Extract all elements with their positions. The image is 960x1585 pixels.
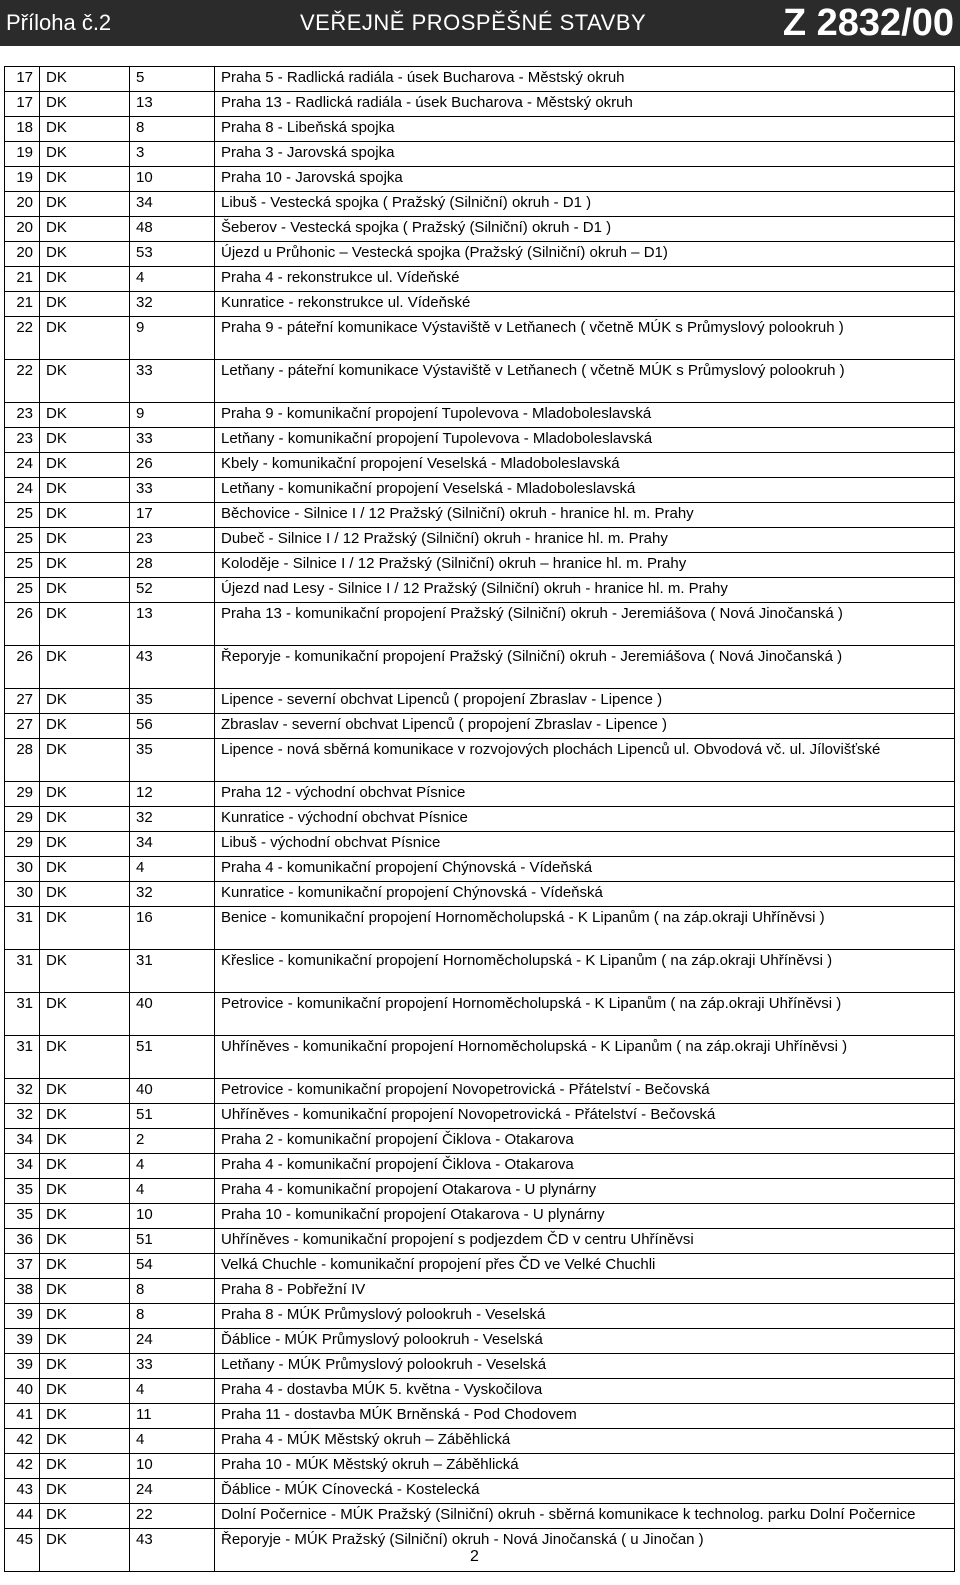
table-row xyxy=(5,907,955,950)
type-cell: DK xyxy=(40,882,130,907)
district-cell: 48 xyxy=(130,217,215,242)
description-cell: Ďáblice - MÚK Cínovecká - Kostelecká xyxy=(215,1479,955,1504)
district-cell: 10 xyxy=(130,167,215,192)
district-cell: 51 xyxy=(130,1036,215,1079)
page-number: 2 xyxy=(470,1548,479,1565)
table-row xyxy=(5,1036,955,1079)
type-cell: DK xyxy=(40,950,130,993)
district-cell: 35 xyxy=(130,689,215,714)
description-cell: Praha 4 - dostavba MÚK 5. května - Vyskočilova xyxy=(215,1379,955,1404)
description-cell: Praha 3 - Jarovská spojka xyxy=(215,142,955,167)
district-cell: 35 xyxy=(130,739,215,782)
district-cell: 54 xyxy=(130,1254,215,1279)
row-number-cell: 17 xyxy=(5,92,40,117)
row-number-cell: 31 xyxy=(5,907,40,950)
description-cell: Praha 9 - komunikační propojení Tupolevova - Mladoboleslavská xyxy=(215,403,955,428)
table-row xyxy=(5,360,955,403)
description-cell: Koloděje - Silnice I / 12 Pražský (Silniční) okruh – hranice hl. m. Prahy xyxy=(215,553,955,578)
type-cell: DK xyxy=(40,1454,130,1479)
row-number-cell: 19 xyxy=(5,167,40,192)
row-number-cell: 26 xyxy=(5,603,40,646)
description-cell: Praha 4 - MÚK Městský okruh – Záběhlická xyxy=(215,1429,955,1454)
type-cell: DK xyxy=(40,1329,130,1354)
row-number-cell: 22 xyxy=(5,360,40,403)
district-cell: 23 xyxy=(130,528,215,553)
table-row xyxy=(5,478,955,503)
row-number-cell: 39 xyxy=(5,1329,40,1354)
type-cell: DK xyxy=(40,1254,130,1279)
description-cell: Praha 8 - MÚK Průmyslový polookruh - Veselská xyxy=(215,1304,955,1329)
description-cell: Zbraslav - severní obchvat Lipenců ( propojení Zbraslav - Lipence ) xyxy=(215,714,955,739)
type-cell: DK xyxy=(40,317,130,360)
table-row xyxy=(5,1504,955,1529)
table-row xyxy=(5,242,955,267)
description-cell: Uhříněves - komunikační propojení s podjezdem ČD v centru Uhříněvsi xyxy=(215,1229,955,1254)
description-cell: Letňany - komunikační propojení Tupolevova - Mladoboleslavská xyxy=(215,428,955,453)
row-number-cell: 35 xyxy=(5,1204,40,1229)
description-cell: Kunratice - východní obchvat Písnice xyxy=(215,807,955,832)
description-cell: Šeberov - Vestecká spojka ( Pražský (Silniční) okruh - D1 ) xyxy=(215,217,955,242)
type-cell: DK xyxy=(40,832,130,857)
type-cell: DK xyxy=(40,553,130,578)
table-row xyxy=(5,403,955,428)
description-cell: Lipence - nová sběrná komunikace v rozvojových plochách Lipenců ul. Obvodová vč. ul. Jílovišťské xyxy=(215,739,955,782)
table-row xyxy=(5,528,955,553)
type-cell: DK xyxy=(40,807,130,832)
district-cell: 24 xyxy=(130,1479,215,1504)
type-cell: DK xyxy=(40,267,130,292)
district-cell: 43 xyxy=(130,1529,215,1572)
district-cell: 13 xyxy=(130,603,215,646)
type-cell: DK xyxy=(40,1104,130,1129)
row-number-cell: 21 xyxy=(5,267,40,292)
district-cell: 34 xyxy=(130,192,215,217)
row-number-cell: 37 xyxy=(5,1254,40,1279)
row-number-cell: 31 xyxy=(5,993,40,1036)
district-cell: 8 xyxy=(130,1279,215,1304)
type-cell: DK xyxy=(40,1179,130,1204)
district-cell: 5 xyxy=(130,67,215,92)
district-cell: 17 xyxy=(130,503,215,528)
type-cell: DK xyxy=(40,689,130,714)
type-cell: DK xyxy=(40,857,130,882)
row-number-cell: 28 xyxy=(5,739,40,782)
description-cell: Petrovice - komunikační propojení Novopetrovická - Přátelství - Bečovská xyxy=(215,1079,955,1104)
description-cell: Praha 8 - Pobřežní IV xyxy=(215,1279,955,1304)
district-cell: 40 xyxy=(130,1079,215,1104)
table-row xyxy=(5,1529,955,1572)
district-cell: 16 xyxy=(130,907,215,950)
district-cell: 40 xyxy=(130,993,215,1036)
row-number-cell: 34 xyxy=(5,1129,40,1154)
row-number-cell: 21 xyxy=(5,292,40,317)
table-row xyxy=(5,503,955,528)
description-cell: Uhříněves - komunikační propojení Novopetrovická - Přátelství - Bečovská xyxy=(215,1104,955,1129)
type-cell: DK xyxy=(40,1479,130,1504)
district-cell: 10 xyxy=(130,1454,215,1479)
district-cell: 4 xyxy=(130,857,215,882)
table-row xyxy=(5,1429,955,1454)
table-row xyxy=(5,317,955,360)
table-row xyxy=(5,92,955,117)
type-cell: DK xyxy=(40,603,130,646)
row-number-cell: 29 xyxy=(5,832,40,857)
row-number-cell: 30 xyxy=(5,857,40,882)
table-row xyxy=(5,67,955,92)
description-cell: Praha 11 - dostavba MÚK Brněnská - Pod Chodovem xyxy=(215,1404,955,1429)
row-number-cell: 41 xyxy=(5,1404,40,1429)
table-row xyxy=(5,553,955,578)
row-number-cell: 22 xyxy=(5,317,40,360)
type-cell: DK xyxy=(40,67,130,92)
type-cell: DK xyxy=(40,1036,130,1079)
table-row xyxy=(5,267,955,292)
district-cell: 12 xyxy=(130,782,215,807)
district-cell: 22 xyxy=(130,1504,215,1529)
table-row xyxy=(5,1204,955,1229)
district-cell: 9 xyxy=(130,403,215,428)
district-cell: 31 xyxy=(130,950,215,993)
district-cell: 34 xyxy=(130,832,215,857)
table-row xyxy=(5,1154,955,1179)
row-number-cell: 20 xyxy=(5,242,40,267)
table-row xyxy=(5,142,955,167)
table-row xyxy=(5,217,955,242)
type-cell: DK xyxy=(40,428,130,453)
description-cell: Újezd nad Lesy - Silnice I / 12 Pražský (Silniční) okruh - hranice hl. m. Prahy xyxy=(215,578,955,603)
district-cell: 2 xyxy=(130,1129,215,1154)
district-cell: 33 xyxy=(130,478,215,503)
table-row xyxy=(5,1229,955,1254)
type-cell: DK xyxy=(40,782,130,807)
row-number-cell: 35 xyxy=(5,1179,40,1204)
type-cell: DK xyxy=(40,1204,130,1229)
description-cell: Praha 4 - rekonstrukce ul. Vídeňské xyxy=(215,267,955,292)
description-cell: Kunratice - komunikační propojení Chýnovská - Vídeňská xyxy=(215,882,955,907)
row-number-cell: 25 xyxy=(5,528,40,553)
description-cell: Letňany - komunikační propojení Veselská - Mladoboleslavská xyxy=(215,478,955,503)
attachment-label: Příloha č.2 xyxy=(6,10,112,35)
table-row xyxy=(5,689,955,714)
description-cell: Praha 4 - komunikační propojení Čiklova - Otakarova xyxy=(215,1154,955,1179)
type-cell: DK xyxy=(40,714,130,739)
row-number-cell: 30 xyxy=(5,882,40,907)
description-cell: Praha 4 - komunikační propojení Otakarova - U plynárny xyxy=(215,1179,955,1204)
district-cell: 4 xyxy=(130,267,215,292)
description-cell: Praha 9 - páteřní komunikace Výstaviště v Letňanech ( včetně MÚK s Průmyslový polookruh ) xyxy=(215,317,955,360)
row-number-cell: 25 xyxy=(5,553,40,578)
description-cell: Praha 8 - Libeňská spojka xyxy=(215,117,955,142)
district-cell: 4 xyxy=(130,1429,215,1454)
district-cell: 10 xyxy=(130,1204,215,1229)
district-cell: 4 xyxy=(130,1379,215,1404)
table-row xyxy=(5,1454,955,1479)
table-row xyxy=(5,714,955,739)
district-cell: 11 xyxy=(130,1404,215,1429)
row-number-cell: 27 xyxy=(5,689,40,714)
table-row xyxy=(5,292,955,317)
row-number-cell: 25 xyxy=(5,578,40,603)
district-cell: 26 xyxy=(130,453,215,478)
table-row xyxy=(5,832,955,857)
table-row xyxy=(5,1254,955,1279)
table-row xyxy=(5,192,955,217)
district-cell: 32 xyxy=(130,807,215,832)
row-number-cell: 31 xyxy=(5,1036,40,1079)
description-cell: Letňany - páteřní komunikace Výstaviště v Letňanech ( včetně MÚK s Průmyslový polookruh ) xyxy=(215,360,955,403)
district-cell: 8 xyxy=(130,1304,215,1329)
type-cell: DK xyxy=(40,1404,130,1429)
description-cell: Dubeč - Silnice I / 12 Pražský (Silniční) okruh - hranice hl. m. Prahy xyxy=(215,528,955,553)
table-row xyxy=(5,882,955,907)
type-cell: DK xyxy=(40,142,130,167)
type-cell: DK xyxy=(40,1079,130,1104)
row-number-cell: 20 xyxy=(5,192,40,217)
type-cell: DK xyxy=(40,993,130,1036)
district-cell: 43 xyxy=(130,646,215,689)
district-cell: 53 xyxy=(130,242,215,267)
row-number-cell: 38 xyxy=(5,1279,40,1304)
table-row xyxy=(5,117,955,142)
type-cell: DK xyxy=(40,646,130,689)
district-cell: 13 xyxy=(130,92,215,117)
table-row xyxy=(5,1279,955,1304)
type-cell: DK xyxy=(40,117,130,142)
page-header xyxy=(0,0,960,46)
type-cell: DK xyxy=(40,1304,130,1329)
description-cell: Praha 10 - komunikační propojení Otakarova - U plynárny xyxy=(215,1204,955,1229)
document-code: Z 2832/00 xyxy=(782,2,954,44)
row-number-cell: 29 xyxy=(5,807,40,832)
table-row xyxy=(5,993,955,1036)
table-row xyxy=(5,603,955,646)
description-cell: Řeporyje - MÚK Pražský (Silniční) okruh - Nová Jinočanská ( u Jinočan ) xyxy=(215,1529,955,1572)
row-number-cell: 17 xyxy=(5,67,40,92)
row-number-cell: 42 xyxy=(5,1429,40,1454)
description-cell: Libuš - Vestecká spojka ( Pražský (Silniční) okruh - D1 ) xyxy=(215,192,955,217)
description-cell: Letňany - MÚK Průmyslový polookruh - Veselská xyxy=(215,1354,955,1379)
type-cell: DK xyxy=(40,1154,130,1179)
description-cell: Praha 13 - Radlická radiála - úsek Bucharova - Městský okruh xyxy=(215,92,955,117)
row-number-cell: 32 xyxy=(5,1079,40,1104)
row-number-cell: 29 xyxy=(5,782,40,807)
table-row xyxy=(5,1129,955,1154)
description-cell: Petrovice - komunikační propojení Hornoměcholupská - K Lipanům ( na záp.okraji Uhříněvsi ) xyxy=(215,993,955,1036)
district-cell: 51 xyxy=(130,1229,215,1254)
description-cell: Praha 4 - komunikační propojení Chýnovská - Vídeňská xyxy=(215,857,955,882)
type-cell: DK xyxy=(40,292,130,317)
type-cell: DK xyxy=(40,1379,130,1404)
type-cell: DK xyxy=(40,503,130,528)
table-row xyxy=(5,1179,955,1204)
district-cell: 24 xyxy=(130,1329,215,1354)
table-row xyxy=(5,1354,955,1379)
row-number-cell: 18 xyxy=(5,117,40,142)
row-number-cell: 44 xyxy=(5,1504,40,1529)
type-cell: DK xyxy=(40,1529,130,1572)
type-cell: DK xyxy=(40,92,130,117)
type-cell: DK xyxy=(40,403,130,428)
row-number-cell: 26 xyxy=(5,646,40,689)
district-cell: 3 xyxy=(130,142,215,167)
row-number-cell: 34 xyxy=(5,1154,40,1179)
table-row xyxy=(5,807,955,832)
row-number-cell: 32 xyxy=(5,1104,40,1129)
description-cell: Praha 10 - Jarovská spojka xyxy=(215,167,955,192)
district-cell: 32 xyxy=(130,882,215,907)
row-number-cell: 24 xyxy=(5,478,40,503)
row-number-cell: 39 xyxy=(5,1354,40,1379)
row-number-cell: 31 xyxy=(5,950,40,993)
district-cell: 33 xyxy=(130,428,215,453)
description-cell: Lipence - severní obchvat Lipenců ( propojení Zbraslav - Lipence ) xyxy=(215,689,955,714)
type-cell: DK xyxy=(40,1279,130,1304)
type-cell: DK xyxy=(40,1354,130,1379)
row-number-cell: 39 xyxy=(5,1304,40,1329)
type-cell: DK xyxy=(40,1129,130,1154)
type-cell: DK xyxy=(40,217,130,242)
description-cell: Praha 2 - komunikační propojení Čiklova - Otakarova xyxy=(215,1129,955,1154)
type-cell: DK xyxy=(40,528,130,553)
table-row xyxy=(5,1079,955,1104)
description-cell: Újezd u Průhonic – Vestecká spojka (Pražský (Silniční) okruh – D1) xyxy=(215,242,955,267)
type-cell: DK xyxy=(40,1429,130,1454)
type-cell: DK xyxy=(40,360,130,403)
district-cell: 32 xyxy=(130,292,215,317)
description-cell: Ďáblice - MÚK Průmyslový polookruh - Veselská xyxy=(215,1329,955,1354)
row-number-cell: 23 xyxy=(5,428,40,453)
type-cell: DK xyxy=(40,1229,130,1254)
table-row xyxy=(5,578,955,603)
row-number-cell: 23 xyxy=(5,403,40,428)
type-cell: DK xyxy=(40,167,130,192)
type-cell: DK xyxy=(40,578,130,603)
description-cell: Řeporyje - komunikační propojení Pražský (Silniční) okruh - Jeremiášova ( Nová Jinočanská ) xyxy=(215,646,955,689)
table-row xyxy=(5,1404,955,1429)
row-number-cell: 20 xyxy=(5,217,40,242)
description-cell: Benice - komunikační propojení Hornoměcholupská - K Lipanům ( na záp.okraji Uhříněvsi ) xyxy=(215,907,955,950)
type-cell: DK xyxy=(40,739,130,782)
description-cell: Praha 13 - komunikační propojení Pražský (Silniční) okruh - Jeremiášova ( Nová Jinočanská ) xyxy=(215,603,955,646)
district-cell: 52 xyxy=(130,578,215,603)
description-cell: Praha 12 - východní obchvat Písnice xyxy=(215,782,955,807)
table-row xyxy=(5,646,955,689)
table-row xyxy=(5,857,955,882)
table-row xyxy=(5,739,955,782)
table-row xyxy=(5,950,955,993)
description-cell: Praha 5 - Radlická radiála - úsek Bucharova - Městský okruh xyxy=(215,67,955,92)
document-title: VEŘEJNĚ PROSPĚŠNÉ STAVBY xyxy=(300,10,647,35)
row-number-cell: 36 xyxy=(5,1229,40,1254)
district-cell: 4 xyxy=(130,1154,215,1179)
table-row xyxy=(5,1329,955,1354)
description-cell: Dolní Počernice - MÚK Pražský (Silniční) okruh - sběrná komunikace k technolog. parku Dolní Počernice xyxy=(215,1504,955,1529)
row-number-cell: 42 xyxy=(5,1454,40,1479)
district-cell: 4 xyxy=(130,1179,215,1204)
row-number-cell: 43 xyxy=(5,1479,40,1504)
table-row xyxy=(5,1104,955,1129)
district-cell: 9 xyxy=(130,317,215,360)
table-row xyxy=(5,782,955,807)
row-number-cell: 27 xyxy=(5,714,40,739)
description-cell: Uhříněves - komunikační propojení Hornoměcholupská - K Lipanům ( na záp.okraji Uhříněvsi ) xyxy=(215,1036,955,1079)
description-cell: Libuš - východní obchvat Písnice xyxy=(215,832,955,857)
type-cell: DK xyxy=(40,907,130,950)
type-cell: DK xyxy=(40,1504,130,1529)
table-row xyxy=(5,1379,955,1404)
row-number-cell: 45 xyxy=(5,1529,40,1572)
table-row xyxy=(5,167,955,192)
row-number-cell: 24 xyxy=(5,453,40,478)
description-cell: Běchovice - Silnice I / 12 Pražský (Silniční) okruh - hranice hl. m. Prahy xyxy=(215,503,955,528)
row-number-cell: 40 xyxy=(5,1379,40,1404)
district-cell: 51 xyxy=(130,1104,215,1129)
constructions-table xyxy=(4,66,955,1572)
type-cell: DK xyxy=(40,192,130,217)
description-cell: Kunratice - rekonstrukce ul. Vídeňské xyxy=(215,292,955,317)
district-cell: 33 xyxy=(130,1354,215,1379)
district-cell: 56 xyxy=(130,714,215,739)
description-cell: Praha 10 - MÚK Městský okruh – Záběhlická xyxy=(215,1454,955,1479)
type-cell: DK xyxy=(40,242,130,267)
row-number-cell: 25 xyxy=(5,503,40,528)
table-row xyxy=(5,453,955,478)
description-cell: Kbely - komunikační propojení Veselská - Mladoboleslavská xyxy=(215,453,955,478)
district-cell: 33 xyxy=(130,360,215,403)
table-row xyxy=(5,428,955,453)
row-number-cell: 19 xyxy=(5,142,40,167)
district-cell: 28 xyxy=(130,553,215,578)
type-cell: DK xyxy=(40,478,130,503)
description-cell: Velká Chuchle - komunikační propojení přes ČD ve Velké Chuchli xyxy=(215,1254,955,1279)
type-cell: DK xyxy=(40,453,130,478)
table-row xyxy=(5,1479,955,1504)
description-cell: Křeslice - komunikační propojení Hornoměcholupská - K Lipanům ( na záp.okraji Uhříněvsi ) xyxy=(215,950,955,993)
district-cell: 8 xyxy=(130,117,215,142)
table-row xyxy=(5,1304,955,1329)
